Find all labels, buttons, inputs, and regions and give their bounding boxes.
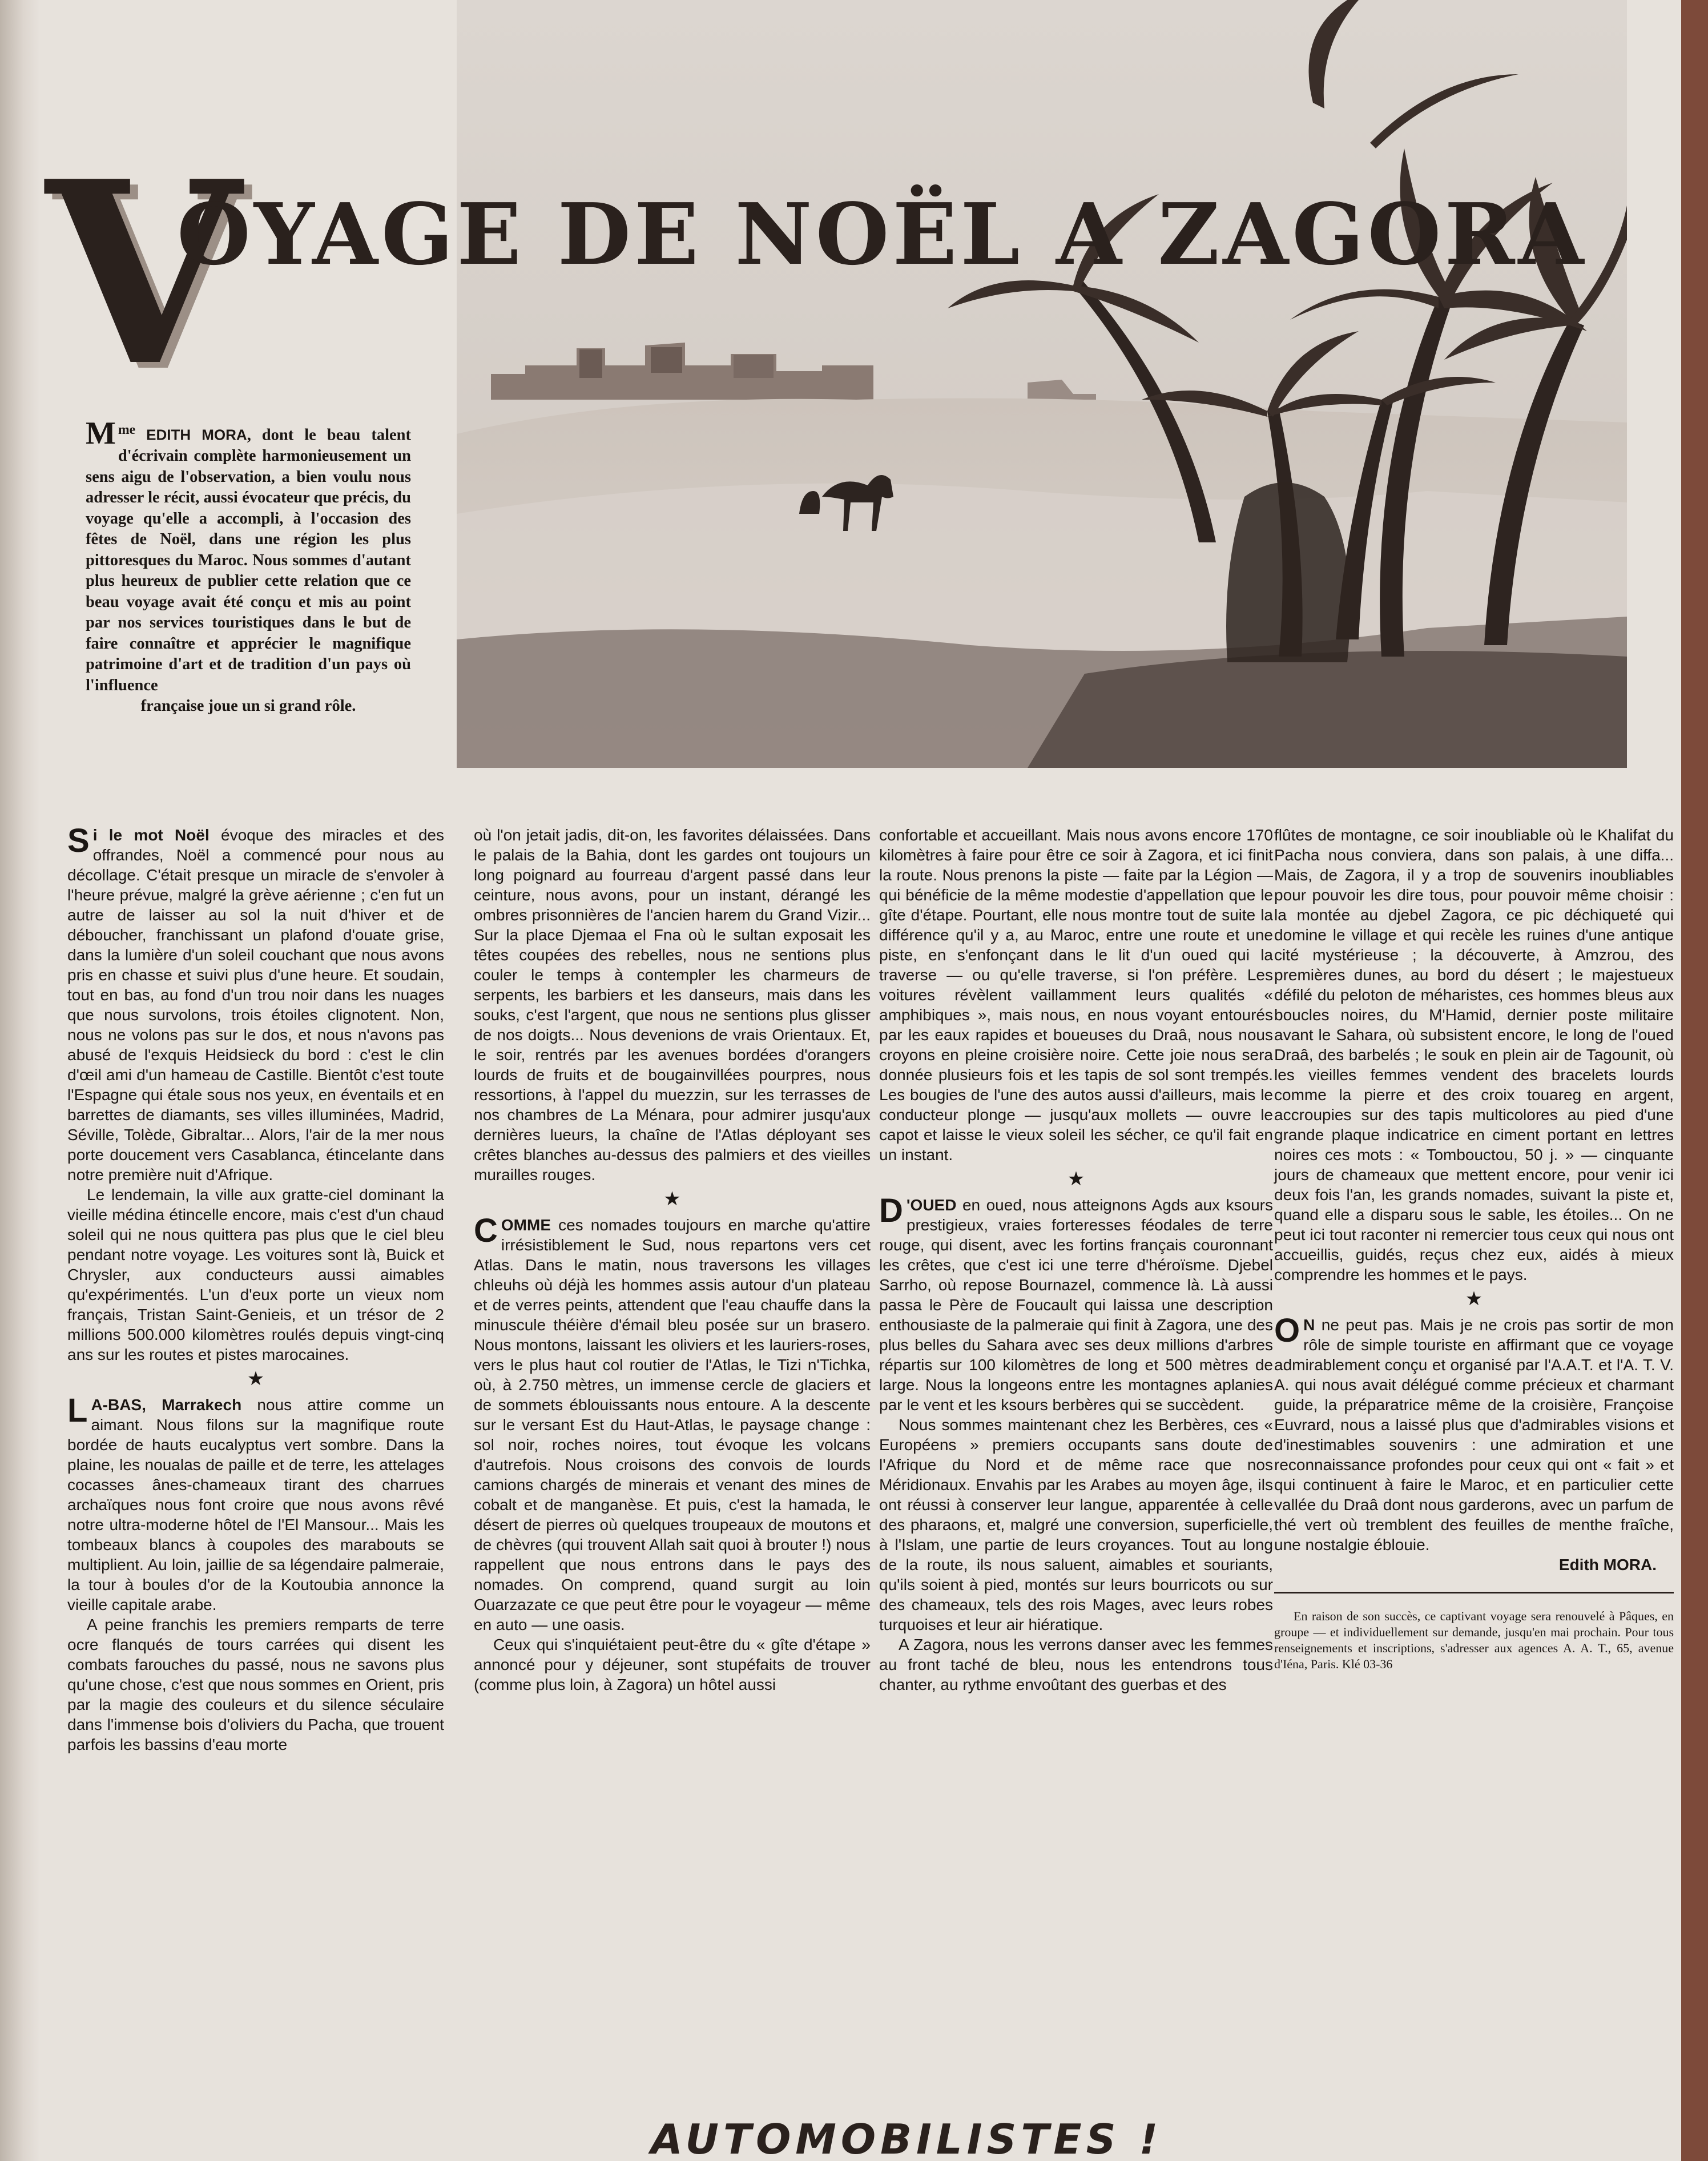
column-1 (67, 822, 444, 1754)
travel-note: En raison de son succès, ce captivant voyage sera renouvelé à Pâques, en groupe — et individuellement sur demande, jusqu'en mai prochain. Pour tous renseignements et inscriptions, s'adresser aux agences A. A. T., 65, avenue d'Iéna, Paris. Klé 03-36 (1274, 1609, 1674, 1671)
paragraph: où l'on jetait jadis, dit-on, les favorites délaissées. Dans le palais de la Bahia, dont les gardes ont toujours un long poignard au fourreau d'argent passé dans leur ceinture, nous avons, pour un instant, dérangé les ombres prisonnières de l'ancien harem du Grand Vizir... Sur la place Djemaa el Fna où le sultan exposait les têtes coupées des rebelles, nous ne sentions plus couler le temps à contempler les charmeurs de serpents, les barbiers et les danseurs, mais dans les souks, c'est l'argent, que nous ne sentions plus glisser de nos doigts... Nous devenions de vrais Orientaux. Et, le soir, rentrés par les avenues bordées d'orangers lourds de fruits et de bougainvillées pourpres, nous ressortions, à l'appel du muezzin, sur les terrasses de nos chambres de La Ménara, pour admirer jusqu'aux dernières lueurs, la chaîne de l'Atlas déployant ses crêtes blanches au-dessus des palmiers et des vieilles murailles rouges. (474, 826, 871, 1184)
paragraph: A peine franchis les premiers remparts de terre ocre flanqués de tours carrées qui disent les combats farouches du passé, nous ne savons plus qu'une chose, c'est que nous sommes en Orient, pris par la magie des couleurs et du silence séculaire dans l'immense bois d'oliviers du Pacha, que trouent parfois les bassins d'eau morte (67, 1616, 444, 1753)
drop-cap: C (474, 1212, 498, 1249)
intro-last-line: française joue un si grand rôle. (140, 697, 356, 715)
paragraph: O N ne peut pas. Mais je ne crois pas sortir de mon rôle de simple touriste en affirmant que ce voyage admirablement conçu et organisé par l'A.A.T. et l'A. T. V. A. qui nous avait délégué comme précieux et charmant guide, la préparatrice même de la croisière, Françoise Euvrard, nous a laissé plus que d'admirables visions et d'inestimables souvenirs : une admiration et une reconnaissance profondes pour ceux qui ont « fait » et qui continuent à faire le Maroc, et en particulier cette vallée du Draâ dont nous garderons, avec un parfum de thé vert où tremblent des feuilles de menthe fraîche, une nostalgie éblouie. (1274, 1312, 1674, 1554)
article-title (46, 126, 1588, 421)
author-name: EDITH MORA (146, 426, 247, 444)
column-4 (1274, 825, 1674, 1672)
paragraph: flûtes de montagne, ce soir inoubliable où le Khalifat du Pacha nous conviera, dans son palais, à une diffa... Mais, de Zagora, il y a trop de souvenirs inoubliables pour pouvoir les dire tous, pour pouvoir même choisir : la montée au djebel Zagora, ce pic déchiqueté qui domine le village et qui recèle les ruines d'une antique cité mystérieuse ; la découverte, à Amzrou, des premières dunes, au bord du désert ; le majestueux défilé du peloton de méharistes, ces hommes bleus aux boucles noires, du M'Hamid, dernier poste militaire avant le Sahara, où subsistent encore, le long de l'oued Draâ, des barbelés ; le souk en plein air de Tagounit, où les vieilles femmes vendent des bracelets lourds comme la pierre et des croix touareg en argent, accroupies sur des tapis multicolores au pied d'une grande plaque indicatrice en ciment portant en lettres noires ces mots : « Tombouctou, 50 j. » — cinquante jours de chameaux que mettent encore, pour venir ici deux fois l'an, les grands nomades, suivant la piste et, quand elle a disparu sous le sable, les étoiles... On ne peut ici tout raconter ni remercier tous ceux qui nous ont accueillis, guidés, reçus chez eux, aidés à mieux comprendre les hommes et le pays. (1274, 826, 1674, 1283)
intro-drop-cap: M (86, 416, 116, 451)
column-3 (879, 825, 1273, 1695)
paragraph: COMME ces nomades toujours en marche qu'attire irrésistiblement le Sud, nous repartons vers cet Atlas. Dans le matin, nous traversons les villages chleuhs où déjà les hommes assis autour d'un plateau et de verres peints, attendent que l'eau chauffe dans la minuscule théière d'émail bleu posée sur un brasero. Nous montons, laissant les oliviers et les lauriers-roses, vers le plus haut col routier de l'Atlas, le Tizi n'Tichka, où, à 2.750 mètres, un immense cercle de glaciers et de sommets éblouissants nous entoure. A la descente sur le versant Est du Haut-Atlas, le paysage change : sol noir, roches noires, tout évoque les volcans d'autrefois. Nous croisons des convois de lourds camions chargés de minerais et venant des mines de cobalt et de manganèse. Et puis, c'est la hamada, le désert de pierres où quelques troupeaux de moutons et de chèvres (qui trouvent Allah sait quoi à brouter !) nous rappellent que nous entrons dans le pays des nomades. On comprend, quand surgit au loin Ouarzazate ce que peut être pour le voyageur — même en auto — une oasis. (474, 1212, 871, 1633)
paragraph: Le lendemain, la ville aux gratte-ciel dominant la vieille médina étincelle encore, mais c'est d'un chaud soleil qui ne nous quittera pas plus que le ciel bleu pendant notre voyage. Les voitures sont là, Buick et Chrysler, aux conducteurs aussi aimables qu'expérimentés. L'un d'eux porte un vieux nom français, Tristan Saint-Genieis, et un trésor de 2 millions 500.000 kilomètres roulés depuis vingt-cinq ans sur les routes et pistes marocaines. (67, 1186, 444, 1363)
drop-cap: S (67, 822, 90, 859)
section-star: ★ (1067, 1168, 1085, 1190)
paragraph: Si le mot Noël évoque des miracles et des offrandes, Noël a commencé pour nous au décollage. C'était presque un miracle de s'envoler à l'heure prévue, malgré la grève aérienne ; c'en fut un autre de laisser au sol la nuit d'hiver et de déboucher, franchissant un plafond d'ouate grise, dans la lumière d'un soleil couchant que nous avons pris en chasse et suivi plus d'une heure. Et soudain, tout en bas, au fond d'un trou noir dans les nuages que nous survolons, trois étoiles clignotent. Non, nous ne volons pas sur le dos, et nous n'avons pas abusé de l'exquis Heidsieck du bord : c'est le clin d'œil ami d'un hameau de Castille. Bientôt c'est toute l'Espagne qui étale sous nos yeux, en éventails et en barrettes de diamants, ses villes illuminées, Madrid, Séville, Tolède, Gibraltar... Alors, l'air de la mer nous porte doucement vers Casablanca, étincelante dans notre première nuit d'Afrique. (67, 822, 444, 1184)
author-signature: Edith MORA. (1558, 1556, 1657, 1574)
paragraph: D 'OUED en oued, nous atteignons Agds aux ksours prestigieux, vraies forteresses féodales de terre rouge, qui disent, avec les fortins français couronnant les crêtes, que c'est ici une terre d'héroïsme. Djebel Sarrho, où repose Bournazel, commence là. Là aussi passa le Père de Foucault qui laissa une description enthousiaste de la palmeraie qui finit à Zagora, une des plus belles du Sahara avec ses deux millions d'arbres répartis sur 100 kilomètres de long et 500 mètres de large. Nous la longeons entre les montagnes aplanies par le vent et les ksours berbères qui se succèdent. (879, 1192, 1273, 1414)
drop-cap: O (1274, 1312, 1300, 1349)
drop-cap: L (67, 1392, 88, 1429)
paragraph: Nous sommes maintenant chez les Berbères, ces « Européens » premiers occupants sans doute de l'Afrique du Nord et de même race que nos Méridionaux. Envahis par les Arabes au moyen âge, ils ont réussi à conserver leur langue, apparentée à celle des pharaons, et, malgré une conversion, superficielle, à l'Islam, une partie de leurs croyances. Tout au long de la route, ils nous saluent, aimables et souriants, qu'ils soient à pied, montés sur leurs bourricots ou sur des chameaux, tels des rois Mages, avec leurs robes turquoises et leur air hiératique. (879, 1416, 1273, 1633)
intro-sup: me (118, 422, 136, 437)
title-initial-letter: V (46, 126, 241, 421)
page-binding-shadow (0, 0, 40, 2161)
column-2 (474, 825, 871, 1695)
paragraph: A Zagora, nous les verrons danser avec les femmes au front taché de bleu, nous les entendrons tous chanter, au rythme envoûtant des guerbas et des (879, 1636, 1273, 1693)
section-star: ★ (247, 1368, 265, 1390)
section-star: ★ (1465, 1288, 1483, 1310)
section-star: ★ (663, 1188, 681, 1210)
intro-body: , dont le beau talent d'écrivain complète harmonieusement un sens aigu de l'observation, a bien voulu nous adresser le récit, aussi évocateur que précis, du voyage qu'elle a accompli, à l'occasion des fêtes de Noël, dans une région les plus pittoresques du Maroc. Nous sommes d'autant plus heureux de publier cette relation que ce beau voyage avait été conçu et mis au point par nos services touristiques dans le but de faire connaître et apprécier le magnifique patrimoine d'art et de tradition d'un pays où l'influence (86, 426, 411, 694)
paragraph: confortable et accueillant. Mais nous avons encore 170 kilomètres à faire pour être ce soir à Zagora, et ici finit la route. Nous prenons la piste — faite par la Légion — qui bénéficie de la même modestie d'appellation que le gîte d'étape. Pourtant, elle nous montre tout de suite la différence qu'il y a, au Maroc, entre une route et une piste, en s'enfonçant dans le lit d'un oued qui la traverse — ou qu'elle traverse, si l'on préfère. Les voitures révèlent vaillamment leurs qualités « amphibiques », mais nous, en nous voyant entourés par les eaux rapides et boueuses du Draâ, nous nous croyons en pleine croisière noire. Cette joie nous sera donnée plusieurs fois et les tapis de sol sont trempés. Les bougies de l'une des autos aussi d'ailleurs, mais le conducteur plonge — jusqu'aux mollets — ouvre le capot et laisse le vieux soleil les sécher, ce qu'il fait en un instant. (879, 826, 1273, 1164)
footer-banner-text: AUTOMOBILISTES ! (651, 2115, 1163, 2161)
paragraph: Ceux qui s'inquiétaient peut-être du « gîte d'étape » annoncé pour y déjeuner, sont stupéfaits de trouver (comme plus loin, à Zagora) un hôtel aussi (474, 1636, 871, 1693)
divider (1274, 1592, 1674, 1593)
drop-cap: D (879, 1192, 903, 1229)
paragraph: L A-BAS, Marrakech nous attire comme un aimant. Nous filons sur la magnifique route bordée de hauts eucalyptus vert sombre. Dans la plaine, les noualas de paille et de terre, les attelages cocasses ânes-chameaux tirant des charrues archaïques nous font croire que nous avons rêvé notre ultra-moderne hôtel de l'El Mansour... Mais les tombeaux blancs à coupoles des marabouts se multiplient. Au loin, jaillie de sa légendaire palmeraie, la tour à boules d'or de la Koutoubia annonce la vieille capitale arabe. (67, 1392, 444, 1613)
title-text: OYAGE DE NOËL A ZAGORA (177, 184, 1588, 284)
intro-paragraph (86, 416, 411, 717)
